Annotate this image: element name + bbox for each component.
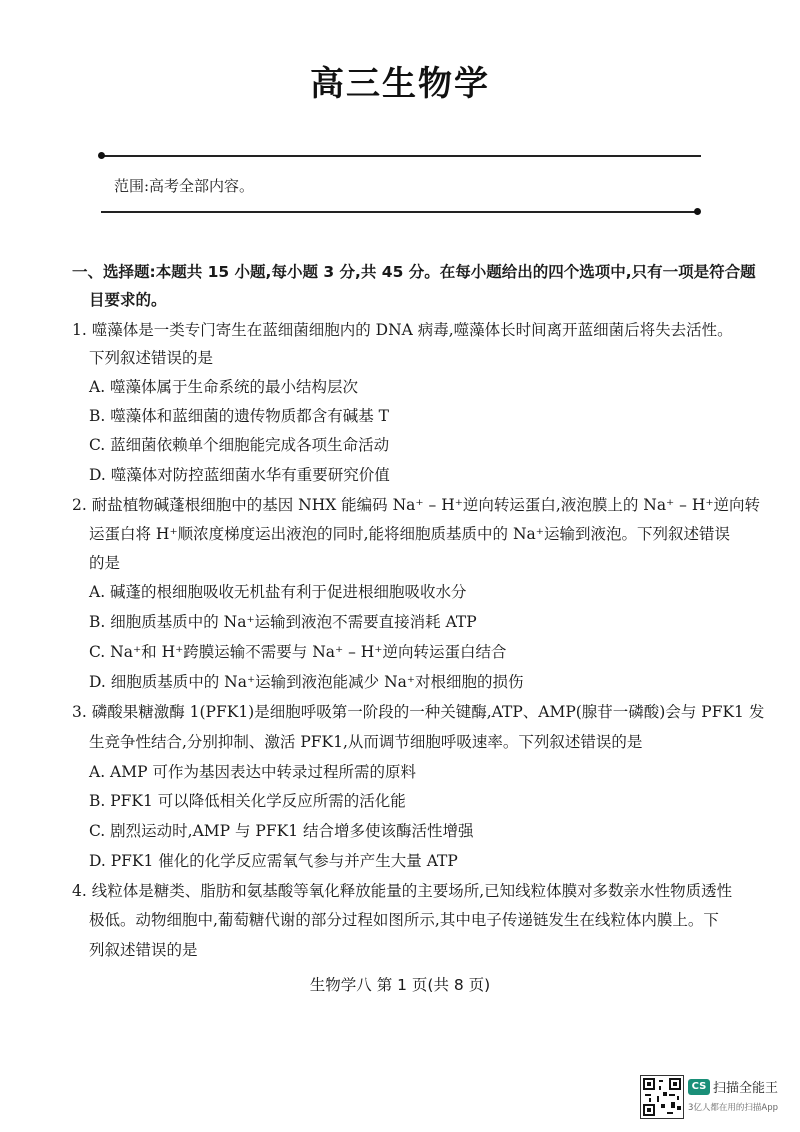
question-3-stem: 生竞争性结合,分别抑制、激活 PFK1,从而调节细胞呼吸速率。下列叙述错误的是: [89, 733, 643, 751]
header-rule-top: [101, 155, 701, 157]
question-1-stem: 下列叙述错误的是: [89, 349, 214, 367]
question-2-option-b: B. 细胞质基质中的 Na⁺运输到液泡不需要直接消耗 ATP: [89, 613, 477, 631]
exam-scope: 范围:高考全部内容。: [114, 177, 255, 195]
section-heading-cont: 目要求的。: [89, 291, 167, 309]
question-3-option-a: A. AMP 可作为基因表达中转录过程所需的原料: [89, 763, 416, 781]
question-2-option-c: C. Na⁺和 H⁺跨膜运输不需要与 Na⁺ – H⁺逆向转运蛋白结合: [89, 643, 507, 661]
question-3-option-b: B. PFK1 可以降低相关化学反应所需的活化能: [89, 792, 406, 810]
section-heading: 一、选择题:本题共 15 小题,每小题 3 分,共 45 分。在每小题给出的四个选项中,只有一项是符合题: [72, 263, 756, 281]
camscanner-logo: CS: [688, 1079, 710, 1095]
page-title: 高三生物学: [310, 64, 490, 104]
header-rule-bottom: [101, 211, 697, 213]
question-1-stem: 1. 噬藻体是一类专门寄生在蓝细菌细胞内的 DNA 病毒,噬藻体长时间离开蓝细菌后将失去活性。: [72, 321, 733, 339]
watermark-brand: 扫描全能王: [713, 1081, 779, 1096]
question-1-option-c: C. 蓝细菌依赖单个细胞能完成各项生命活动: [89, 436, 390, 454]
scanner-watermark: [640, 1075, 790, 1123]
question-4-stem: 列叙述错误的是: [89, 941, 198, 959]
question-1-option-b: B. 噬藻体和蓝细菌的遗传物质都含有碱基 T: [89, 407, 390, 425]
question-3-option-c: C. 剧烈运动时,AMP 与 PFK1 结合增多使该酶活性增强: [89, 822, 474, 840]
question-2-stem: 的是: [89, 554, 121, 572]
question-2-stem: 运蛋白将 H⁺顺浓度梯度运出液泡的同时,能将细胞质基质中的 Na⁺运输到液泡。下列叙述错误: [89, 525, 730, 543]
qr-code-icon: [640, 1075, 684, 1119]
question-3-option-d: D. PFK1 催化的化学反应需氧气参与并产生大量 ATP: [89, 852, 458, 870]
question-1-option-a: A. 噬藻体属于生命系统的最小结构层次: [89, 378, 359, 396]
question-2-option-d: D. 细胞质基质中的 Na⁺运输到液泡能减少 Na⁺对根细胞的损伤: [89, 673, 524, 691]
watermark-tagline: 3亿人都在用的扫描App: [688, 1103, 779, 1113]
question-4-stem: 极低。动物细胞中,葡萄糖代谢的部分过程如图所示,其中电子传递链发生在线粒体内膜上。下: [89, 911, 719, 929]
rule-dot-right: [694, 208, 701, 215]
rule-dot-left: [98, 152, 105, 159]
question-2-option-a: A. 碱蓬的根细胞吸收无机盐有利于促进根细胞吸收水分: [89, 583, 467, 601]
question-3-stem: 3. 磷酸果糖激酶 1(PFK1)是细胞呼吸第一阶段的一种关键酶,ATP、AMP(腺苷一磷酸)会与 PFK1 发: [72, 703, 765, 721]
question-1-option-d: D. 噬藻体对防控蓝细菌水华有重要研究价值: [89, 466, 390, 484]
page-footer: 生物学八 第 1 页(共 8 页): [309, 976, 491, 994]
question-2-stem: 2. 耐盐植物碱蓬根细胞中的基因 NHX 能编码 Na⁺ – H⁺逆向转运蛋白,液泡膜上的 Na⁺ – H⁺逆向转: [72, 496, 761, 514]
question-4-stem: 4. 线粒体是糖类、脂肪和氨基酸等氧化释放能量的主要场所,已知线粒体膜对多数亲水性物质透性: [72, 882, 733, 900]
